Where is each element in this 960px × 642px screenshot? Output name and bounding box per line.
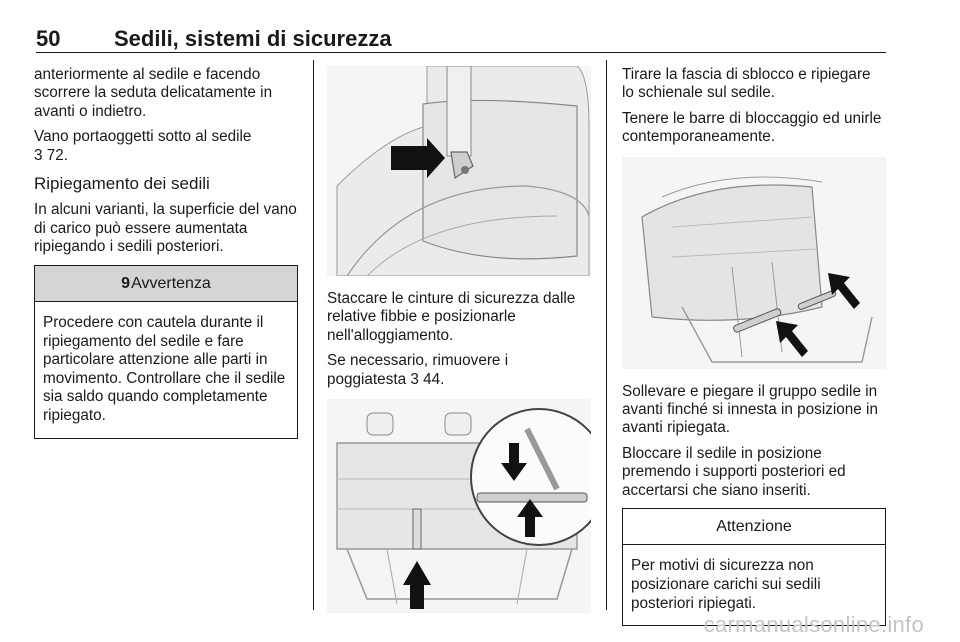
column-left xyxy=(34,66,298,439)
warning-box xyxy=(34,265,298,439)
warning-icon: 9 xyxy=(121,274,131,292)
warning-title: Avvertenza xyxy=(131,274,211,292)
paragraph: Tirare la fascia di sblocco e ripiegare lo schienale sul sedile. xyxy=(622,66,871,102)
paragraph: Tenere le barre di bloccaggio ed unirle contemporaneamente. xyxy=(622,109,882,146)
paragraph: Sollevare e piegare il gruppo sedile in avanti finché si innesta in posizione in avanti ripiegata. xyxy=(622,382,878,437)
header-rule xyxy=(36,52,886,53)
seatbelt-buckle-illustration xyxy=(327,66,591,276)
folding-seat-illustration xyxy=(622,157,886,369)
section-heading: Ripiegamento dei sedili xyxy=(34,174,210,194)
paragraph xyxy=(327,352,591,389)
column-middle xyxy=(327,66,591,613)
rear-seat-bench-illustration xyxy=(327,399,591,613)
page-ref-icon: 3 xyxy=(410,370,419,388)
page-header xyxy=(36,26,886,52)
paragraph-text: Vano portaoggetti sotto al sedile xyxy=(34,128,252,146)
page-ref-link[interactable]: 72. xyxy=(46,146,69,164)
paragraph: In alcuni varianti, la superficie del vano di carico può essere aumentata ripiegando i sedili posteriori. xyxy=(34,201,297,256)
chapter-title: Sedili, sistemi di sicurezza xyxy=(114,26,392,51)
column-right xyxy=(622,66,886,626)
paragraph: Bloccare il sedile in posizione premendo i supporti posteriori ed accertarsi che siano inseriti. xyxy=(622,444,846,499)
notice-body: Per motivi di sicurezza non posizionare carichi sui sedili posteriori ripiegati. xyxy=(631,557,821,612)
notice-box xyxy=(622,508,886,626)
warning-body: Procedere con cautela durante il ripiegamento del sedile e fare particolare attenzione alle parti in movimento. Controllare che il sedile sia saldo quando completamente ripiegato. xyxy=(43,314,286,425)
paragraph: anteriormente al sedile e facendo scorrere la seduta delicatamente in avanti o indietro. xyxy=(34,66,273,120)
page-ref-icon: 3 xyxy=(34,146,43,164)
column-divider xyxy=(313,60,314,610)
paragraph-text: Se necessario, rimuovere i poggiatesta xyxy=(327,352,509,388)
notice-header: Attenzione xyxy=(623,509,885,545)
page-ref-link[interactable]: 44. xyxy=(423,370,445,388)
column-divider xyxy=(606,60,607,610)
watermark: carmanualsonline.info xyxy=(703,612,924,637)
paragraph: Staccare le cinture di sicurezza dalle relative fibbie e posizionarle nell'alloggiamento. xyxy=(327,290,576,344)
warning-header xyxy=(35,266,297,302)
page-number: 50 xyxy=(36,26,61,51)
paragraph xyxy=(34,128,298,165)
